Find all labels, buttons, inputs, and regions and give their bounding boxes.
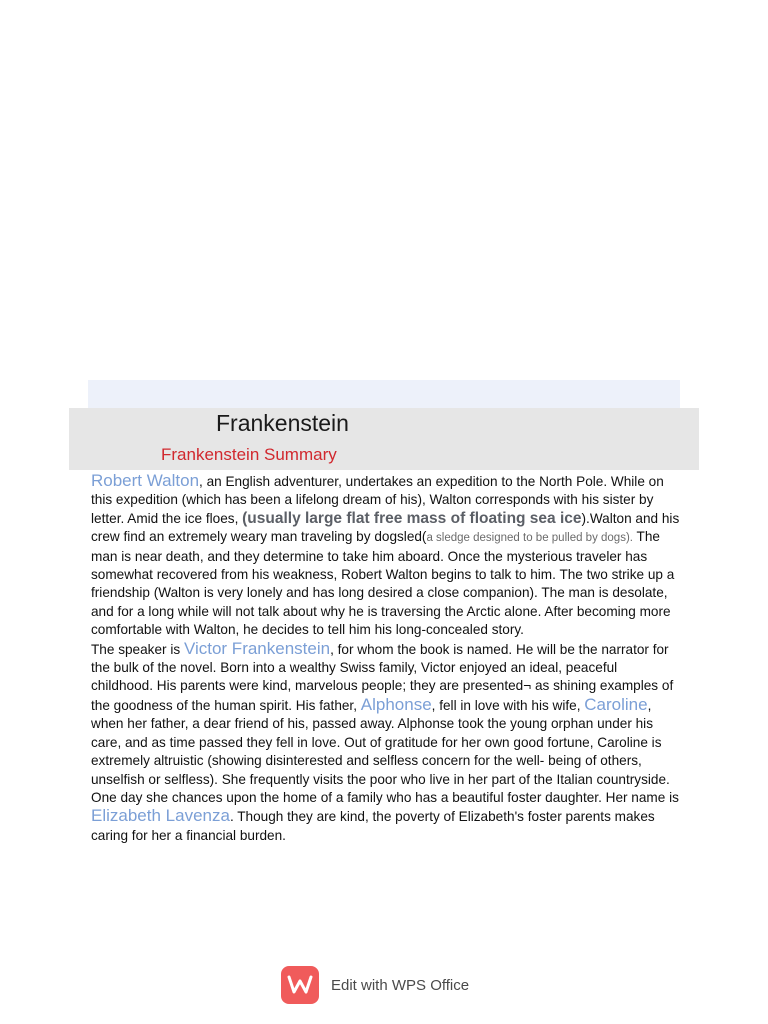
link-caroline[interactable]: Caroline: [584, 694, 648, 714]
document-title: Frankenstein: [216, 410, 349, 436]
paragraph-walton: [91, 472, 681, 640]
link-victor-frankenstein[interactable]: Victor Frankenstein: [183, 638, 331, 658]
text-span: The speaker is: [91, 641, 184, 657]
text-span: . Though they are kind, the poverty of Elizabeth's foster parents makes caring for her a financial burden.: [91, 809, 655, 843]
edit-with-wps-button[interactable]: [281, 965, 481, 1005]
text-span: ).Walton and his crew find an extremely weary man traveling by dogsled(: [91, 510, 680, 545]
link-alphonse[interactable]: Alphonse: [360, 694, 432, 714]
link-robert-walton[interactable]: Robert Walton: [91, 471, 200, 490]
text-span: , fell in love with his wife,: [431, 697, 585, 713]
text-span: , an English adventurer, undertakes an expedition to the North Pole. While on this expedition (which has been a lifelong dream of his), Walton corresponds with his sister by letter. Amid the ice floes,: [91, 474, 664, 526]
link-elizabeth-lavenza[interactable]: Elizabeth Lavenza: [91, 806, 230, 826]
wps-logo-icon: [281, 966, 319, 1004]
text-span: , for whom the book is named. He will be the narrator for the bulk of the novel. Born into a wealthy Swiss family, Victor enjoyed an ideal, peaceful childhood. His parents were kind, marvelous people; they are presented¬ as shining examples of the goodness of the human spirit. His father,: [91, 641, 674, 713]
document-body: [91, 472, 681, 845]
header-blue-band: [88, 380, 680, 408]
text-span: , when her father, a dear friend of his, passed away. Alphonse took the young orphan under his care, and as time passed they fell in love. Out of gratitude for her own good fortune, Caroline is extremely altruistic (showing disinterested and selfless concern for the well- being of others, unselfish or selfless). She frequently visits the poor who live in her part of the Italian countryside. One day she chances upon the home of a family who has a beautiful foster daughter. Her name is: [91, 697, 679, 805]
wps-label: Edit with WPS Office: [331, 976, 470, 994]
text-span: The man is near death, and they determine to take him aboard. Once the mysterious traveler has somewhat recovered from his weakness, Robert Walton begins to talk to him. The two strike up a friendship (Walton is very lonely and has long desired a close companion). The man is desolate, and for a long while will not talk about why he is traversing the Arctic alone. After becoming more comfortable with Walton, he decides to tell him his long-concealed story.: [91, 529, 675, 638]
dogsled-definition: a sledge designed to be pulled by dogs).: [426, 532, 633, 545]
document-subtitle: Frankenstein Summary: [161, 445, 337, 464]
paragraph-victor: [91, 640, 681, 845]
ice-floe-definition: (usually large flat free mass of floating sea ice: [242, 509, 582, 527]
